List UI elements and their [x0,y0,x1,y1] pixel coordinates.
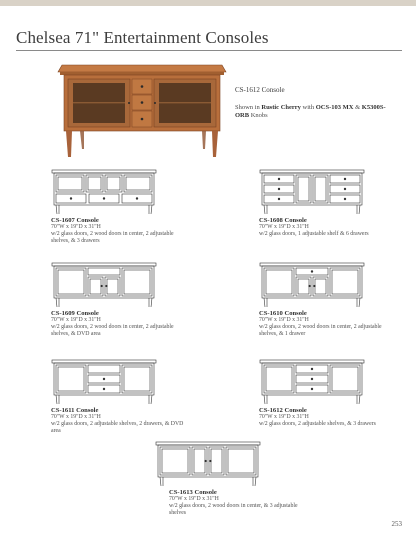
console-desc: w/2 glass doors, 2 wood doors in center, 2 adjustable shelves, & 1 drawer [259,324,382,337]
console-name: CS-1607 Console [51,217,99,224]
console-dims: 70"W x 19"D x 31"H [51,414,101,420]
console-dims: 70"W x 19"D x 31"H [169,496,219,502]
console-1613-drawing [155,441,261,487]
amp-word: & [353,103,362,111]
console-name: CS-1608 Console [259,217,307,224]
featured-console-image [56,57,228,163]
console-name: CS-1613 Console [169,489,217,496]
console-caption [51,407,186,435]
console-1609-drawing [51,262,157,308]
console-name: CS-1610 Console [259,310,307,317]
console-dims: 70"W x 19"D x 31"H [51,317,101,323]
console-item [259,262,394,338]
console-item [51,262,186,338]
console-caption [169,489,304,517]
console-caption [259,310,394,338]
finish-name: Rustic Cherry [261,103,301,111]
console-1611-drawing [51,359,157,405]
console-item [259,169,394,238]
hardware-code-1: OCS-103 MX [315,103,354,111]
console-desc: w/2 glass doors, 2 wood doors in center, 2 adjustable shelves, & DVD area [51,324,174,337]
console-caption [259,217,394,238]
console-caption [51,217,186,245]
shown-prefix: Shown in [235,103,262,111]
hardware-code-2: K5300S-ORB [235,103,386,120]
console-desc: w/2 glass doors, 1 adjustable shelf & 6 drawers [259,231,369,237]
console-caption [259,407,394,428]
console-name: CS-1611 Console [51,407,99,414]
console-1608-drawing [259,169,365,215]
featured-caption [235,86,395,121]
featured-console-name: CS-1612 Console [235,86,285,94]
console-dims: 70"W x 19"D x 31"H [259,317,309,323]
console-desc: w/2 glass doors, 2 adjustable shelves, 2 drawers, & DVD area [51,421,184,434]
console-dims: 70"W x 19"D x 31"H [259,414,309,420]
title-divider [16,50,402,51]
console-caption [51,310,186,338]
console-name: CS-1612 Console [259,407,307,414]
console-dims: 70"W x 19"D x 31"H [259,224,309,230]
console-item [259,359,394,428]
console-desc: w/2 glass doors, 2 wood doors in center, 2 adjustable shelves, & 3 drawers [51,231,174,244]
featured-finish-text [235,104,395,121]
console-1610-drawing [259,262,365,308]
console-dims: 70"W x 19"D x 31"H [51,224,101,230]
header-bar [0,0,416,6]
suffix-word: Knobs [249,112,268,120]
with-word: with [300,103,316,111]
page-number: 253 [391,520,402,528]
console-1612-drawing [259,359,365,405]
console-item [51,169,186,245]
console-desc: w/2 glass doors, 2 adjustable shelves, & 3 drawers [259,421,376,427]
console-desc: w/2 glass doors, 2 wood doors in center, & 3 adjustable shelves [169,503,298,516]
console-item [51,359,186,435]
console-1607-drawing [51,169,157,215]
console-item [155,441,304,517]
console-name: CS-1609 Console [51,310,99,317]
page-title: Chelsea 71" Entertainment Consoles [16,28,269,47]
